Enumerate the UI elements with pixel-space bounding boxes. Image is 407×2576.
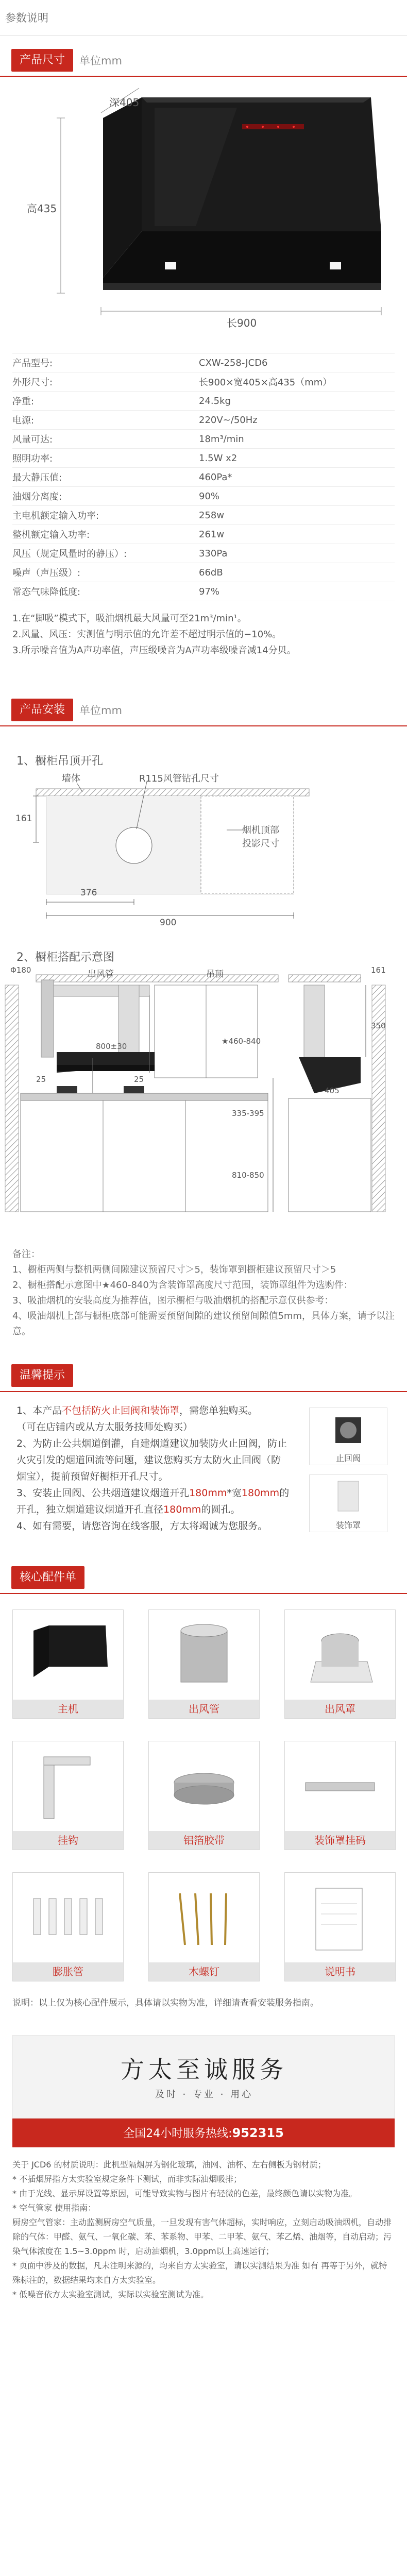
cabinet-layout-diagram (0, 964, 407, 1243)
dim-25a: 25 (36, 1075, 46, 1084)
dim-161: 161 (371, 965, 386, 975)
parts-note: 说明：以上仅为核心配件展示，具体请以实物为准，详细请查看安装服务指南。 (12, 1998, 319, 2008)
spec-row (12, 582, 395, 601)
part-duct: 出风管 (148, 1609, 260, 1719)
section-unit: 单位mm (79, 55, 122, 67)
spec-key: 产品型号: (12, 358, 53, 369)
hotline-label: 全国24小时服务热线: (123, 2127, 232, 2140)
spec-value: 460Pa* (199, 471, 232, 483)
spec-value: 18m³/min (199, 433, 244, 445)
dim-335: 335-395 (232, 1109, 264, 1118)
section-badge: 温馨提示 (11, 1364, 73, 1387)
part-outlet-cover: 出风罩 (284, 1609, 396, 1719)
spec-value: 97% (199, 586, 220, 597)
section-header-parts (0, 1562, 407, 1594)
dim-810: 810-850 (232, 1171, 264, 1180)
install-note: 3、吸油烟机的安装高度为推荐值，图示橱柜与吸油烟机的搭配示意仅供参考： (12, 1295, 334, 1306)
spec-table (12, 353, 395, 601)
tip-3: 3、安装止回阀、公共烟道建议烟道开孔180mm*宽180mm的开孔，独立烟道建议烟道开孔直径180mm的圆孔。 (16, 1487, 290, 1515)
install-note: 2、橱柜搭配示意图中★460-840为含装饰罩高度尺寸范围，装饰罩组件为选购件： (12, 1280, 353, 1291)
range-hood-illustration (0, 77, 407, 345)
tips-block (0, 1392, 407, 1547)
section-header-install (0, 694, 407, 726)
spec-key: 风压（规定风量时的静压）: (12, 549, 127, 560)
part-cover-bracket: 装饰罩挂码 (284, 1741, 396, 1850)
part-manual: 说明书 (284, 1872, 396, 1981)
check-valve-image (309, 1408, 387, 1465)
depth-label: 深405 (109, 96, 140, 109)
about-line: 关于 JCD6 的材质说明：此机型隔烟屏为钢化玻璃，油网、油杯、左右侧板为钢材质； (12, 2160, 326, 2170)
section-badge: 产品尺寸 (11, 49, 73, 72)
check-valve-label: 止回阀 (335, 1453, 361, 1463)
spec-row (12, 563, 395, 582)
service-sub: 及时 · 专业 · 用心 (155, 2089, 253, 2100)
decor-cover-label: 装饰罩 (335, 1520, 361, 1530)
spec-key: 外形尺寸: (12, 377, 53, 388)
spec-value: 261w (199, 529, 225, 540)
spec-row (12, 353, 395, 372)
install-note: 1、橱柜两侧与整机两侧间隙建议预留尺寸＞5，装饰罩到橱柜建议预留尺寸＞5 (12, 1264, 336, 1275)
dim-900: 900 (160, 918, 177, 928)
section-unit: 单位mm (79, 704, 122, 717)
service-banner (12, 2035, 395, 2119)
page-header (0, 0, 407, 36)
spec-row (12, 449, 395, 468)
spec-value: 220V~/50Hz (199, 414, 258, 426)
spec-row (12, 544, 395, 563)
spec-row (12, 525, 395, 544)
dim-405: 405 (325, 1086, 340, 1095)
outlet-label: 出风管 (88, 969, 114, 979)
spec-key: 照明功率: (12, 453, 53, 464)
parts-grid (0, 1594, 407, 1996)
hotline-number: 952315 (232, 2126, 284, 2140)
part-foil-tape: 铝箔胶带 (148, 1741, 260, 1850)
spec-value: 24.5kg (199, 395, 231, 406)
spec-value: 90% (199, 490, 220, 502)
projection-label: 烟机顶部 投影尺寸 (242, 825, 279, 849)
wall-label: 墙体 (62, 773, 80, 784)
part-wood-screw: 木螺钉 (148, 1872, 260, 1981)
dim-161: 161 (15, 814, 32, 824)
section-header-tips (0, 1360, 407, 1392)
section-badge: 核心配件单 (11, 1566, 84, 1589)
tips-text: 1、本产品不包括防火止回阀和装饰罩，需您单独购买。 （可在店铺内或从方太服务技师处购买） 2、为防止公共烟道倒灌，自建烟道建议加装防火止回阀，防止火灾引发的烟道回流等问题，建议您购买方太防火止回阀（防烟宝），提前预留好橱柜开孔尺寸。 3、安装止回阀、公共烟道建议烟道开孔180mm*宽180mm的开孔，独立烟道建议烟道开孔直径180mm的圆孔。 4、如有需要，请您咨询在线客服，方太将竭诚为您服务。 (16, 1402, 290, 1534)
spec-note: 2.风量、风压：实测值与明示值的允许差不超过明示值的−10%。 (12, 629, 282, 640)
part-hook: 挂钩 (12, 1741, 124, 1850)
dim-phi180: Φ180 (10, 965, 31, 975)
spec-value: 1.5W x2 (199, 452, 238, 464)
spec-key: 风量可达: (12, 434, 53, 445)
section-badge: 产品安装 (11, 699, 73, 721)
about-line: * 由于光线、显示屏设置等原因，可能导致实物与图片有轻微的色差，最终颜色请以实物为准。 (12, 2189, 358, 2198)
dim-800: 800±30 (96, 1042, 127, 1051)
tip-highlight: 不包括防火止回阀和装饰罩 (62, 1405, 180, 1416)
install-step-1-title: 1、橱柜吊顶开孔 (16, 755, 103, 768)
about-line: * 低噪音依方太实验室测试，实际以实验室测试为准。 (12, 2290, 209, 2299)
dim-460: ★460-840 (222, 1037, 261, 1046)
spec-row (12, 411, 395, 430)
hotline-bar (12, 2119, 395, 2147)
spec-key: 最大静压值: (12, 472, 62, 483)
product-dimension-figure (0, 77, 407, 345)
spec-key: 油烟分离度: (12, 492, 62, 502)
about-line: * 不插烟屏指方太实验室规定条件下测试，而非实际油烟吸排； (12, 2174, 242, 2184)
spec-value: 长900×宽405×高435（mm） (199, 377, 332, 388)
spec-value: 330Pa (199, 548, 228, 559)
install-note: 4、吸油烟机上部与橱柜底部可能需要预留间隙的建议预留间隙值5mm，具体方案，请予以注意。 (12, 1311, 395, 1337)
width-label: 长900 (227, 317, 257, 329)
about-line: * 页面中涉及的数据，凡未注明来源的，均来自方太实验室，请以实测结果为准 如有 再等于另外，就特殊标注的，数据结果均来自方太实验室。 (12, 2261, 387, 2285)
cabinet-hole-diagram (0, 768, 407, 933)
decor-cover-image (309, 1475, 387, 1532)
spec-row (12, 506, 395, 525)
spec-row (12, 468, 395, 487)
dim-350: 350 (371, 1021, 386, 1030)
about-line: 厨房空气管家：主动监测厨房空气质量，一旦发现有害气体超标，实时响应，立刻启动吸油烟机，自动排除的气体：甲醛、氨气、一氧化碳、苯、苯系物、甲苯、二甲苯、氨气、苯乙烯、油烟等，自动启动；污染气体浓度在 1.5~3.0ppm 时，启动油烟机，3.0ppm以上高速运行； (12, 2217, 392, 2256)
about-line: * 空气管家 使用指南： (12, 2203, 96, 2213)
install-notes (12, 1247, 395, 1340)
page-title: 参数说明 (5, 12, 48, 24)
ceiling-label: 吊顶 (206, 969, 224, 979)
part-main-unit: 主机 (12, 1609, 124, 1719)
spec-key: 噪声（声压级）: (12, 568, 81, 579)
spec-row (12, 392, 395, 411)
install-step-2-title: 2、橱柜搭配示意图 (16, 951, 114, 964)
install-note: 备注： (12, 1249, 40, 1260)
spec-value: 258w (199, 510, 225, 521)
spec-value: CXW-258-JCD6 (199, 357, 268, 368)
service-slogan: 方太至诚服务 (121, 2056, 287, 2083)
height-label: 高435 (27, 202, 57, 215)
spec-key: 电源: (12, 415, 35, 426)
spec-notes (12, 611, 395, 658)
spec-key: 净重: (12, 396, 35, 407)
spec-row (12, 487, 395, 506)
spec-note: 1.在“脚吸”模式下，吸油烟机最大风量可至21m³/min¹。 (12, 613, 247, 624)
tip-4: 4、如有需要，请您咨询在线客服，方太将竭诚为您服务。 (16, 1520, 268, 1532)
section-header-size (0, 45, 407, 77)
spec-row (12, 430, 395, 449)
dim-376: 376 (80, 888, 97, 898)
about-notes (12, 2158, 395, 2302)
spec-key: 主电机额定输入功率: (12, 511, 99, 521)
spec-key: 常态气味降低度: (12, 587, 81, 598)
spec-row (12, 372, 395, 392)
spec-key: 整机额定输入功率: (12, 530, 90, 540)
spec-note: 3.所示噪音值为A声功率值，声压级噪音为A声功率级噪音减14分贝。 (12, 645, 296, 656)
tip-2: 2、为防止公共烟道倒灌，自建烟道建议加装防火止回阀，防止火灾引发的烟道回流等问题，建议您购买方太防火止回阀（防烟宝），提前预留好橱柜开孔尺寸。 (16, 1438, 287, 1482)
dim-25b: 25 (134, 1075, 144, 1084)
part-expansion-tube: 膨胀管 (12, 1872, 124, 1981)
hole-label: R115风管钻孔尺寸 (139, 773, 219, 784)
spec-value: 66dB (199, 567, 223, 578)
